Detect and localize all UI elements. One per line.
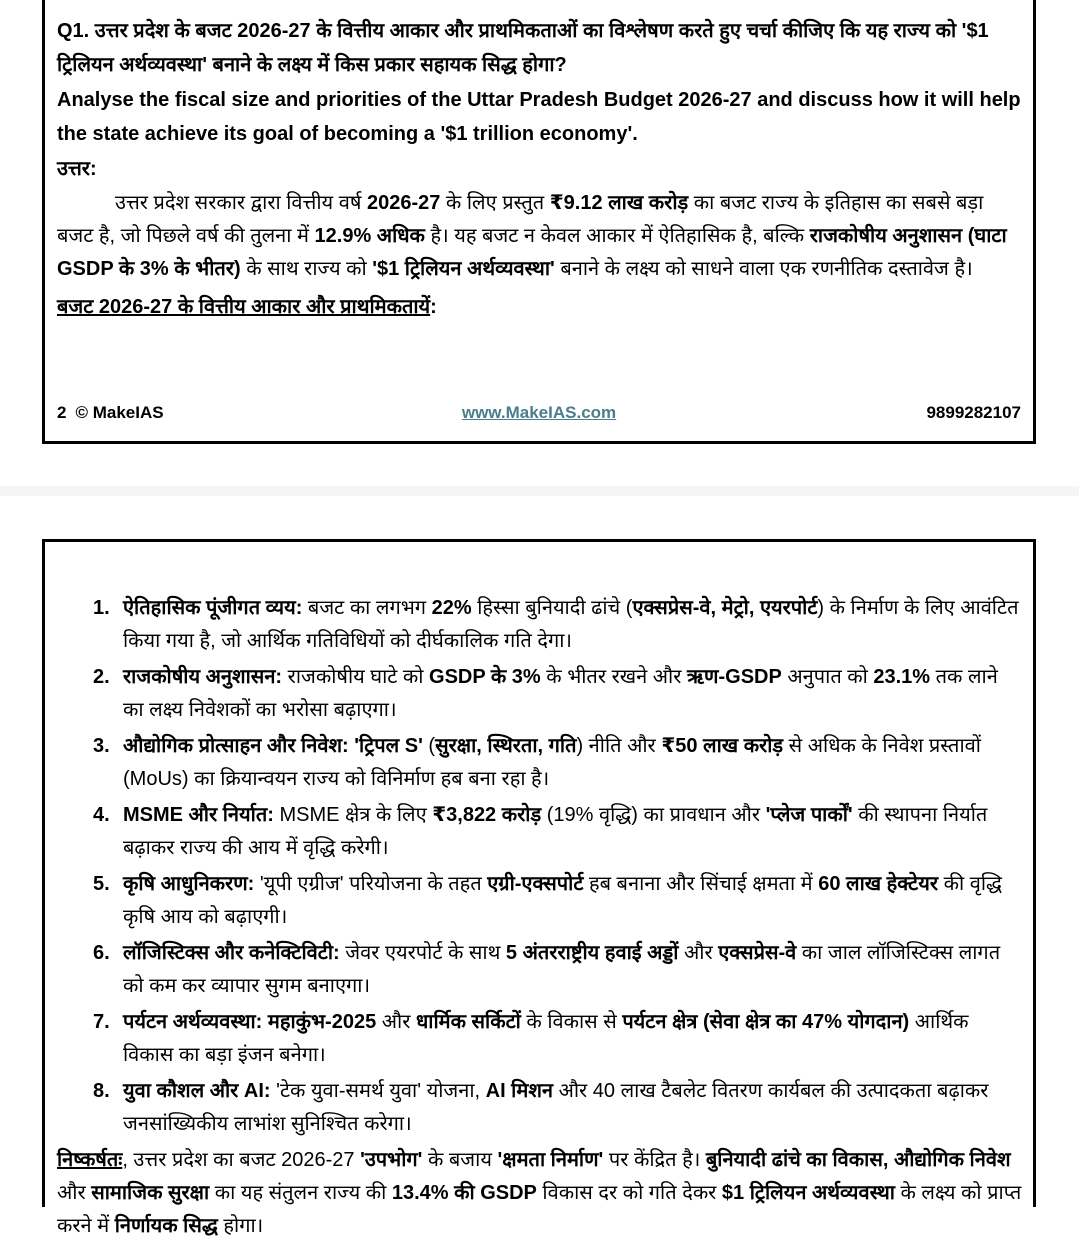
list-item-number: 7.: [93, 1011, 110, 1033]
list-item-number: 2.: [93, 666, 110, 688]
footer-center: [462, 403, 616, 423]
footer-left: [57, 403, 462, 423]
list-item: [57, 1006, 1025, 1072]
answer-intro: उत्तर प्रदेश सरकार द्वारा वित्तीय वर्ष 2026-27 के लिए प्रस्तुत ₹9.12 लाख करोड़ का बजट राज्य के इतिहास का सबसे बड़ा बजट है, जो पिछले वर्ष की तुलना में 12.9% अधिक है। यह बजट न केवल आकार में ऐतिहासिक है, बल्कि राजकोषीय अनुशासन (घाटा GSDP के 3% के भीतर) के साथ राज्य को '$1 ट्रिलियन अर्थव्यवस्था' बनाने के लक्ष्य को साधने वाला एक रणनीतिक दस्तावेज है।: [57, 192, 1007, 280]
list-item-text: औद्योगिक प्रोत्साहन और निवेश: 'ट्रिपल S' (सुरक्षा, स्थिरता, गति) नीति और ₹50 लाख करोड़ से अधिक के निवेश प्रस्तावों (MoUs) का क्रियान्वयन राज्य को विनिर्माण हब बना रहा है।: [123, 735, 981, 790]
list-item-text: MSME और निर्यात: MSME क्षेत्र के लिए ₹3,822 करोड़ (19% वृद्धि) का प्रावधान और 'प्लेज पार्कों' की स्थापना निर्यात बढ़ाकर राज्य की आय में वृद्धि करेगी।: [123, 804, 988, 859]
page-1: [42, 0, 1036, 444]
page-2: [42, 539, 1036, 1237]
list-item-number: 6.: [93, 942, 110, 964]
footer-page-number: 2: [57, 403, 67, 422]
priorities-list: [57, 592, 1025, 1141]
list-item: [57, 1075, 1025, 1141]
list-item-number: 5.: [93, 873, 110, 895]
section-heading-colon: :: [430, 296, 437, 318]
footer-website-link[interactable]: www.MakeIAS.com: [461, 403, 617, 422]
answer-label: उत्तर:: [57, 158, 97, 180]
list-item: [57, 661, 1025, 727]
list-item-number: 1.: [93, 597, 110, 619]
footer-phone: 9899282107: [926, 403, 1021, 422]
question-english: Analyse the fiscal size and priorities of the Uttar Pradesh Budget 2026-27 and discuss how it will help the state achieve its goal of becoming a '$1 trillion economy'.: [57, 89, 1021, 145]
question-hindi: Q1. उत्तर प्रदेश के बजट 2026-27 के वित्तीय आकार और प्राथमिकताओं का विश्लेषण करते हुए चर्चा कीजिए कि यह राज्य को '$1 ट्रिलियन अर्थव्यवस्था' बनाने के लक्ष्य में किस प्रकार सहायक सिद्ध होगा?: [57, 20, 989, 76]
list-item-text: राजकोषीय अनुशासन: राजकोषीय घाटे को GSDP के 3% के भीतर रखने और ऋण-GSDP अनुपात को 23.1% तक लाने का लक्ष्य निवेशकों का भरोसा बढ़ाएगा।: [123, 666, 998, 721]
list-item-text: ऐतिहासिक पूंजीगत व्यय: बजट का लगभग 22% हिस्सा बुनियादी ढांचे (एक्सप्रेस-वे, मेट्रो, एयरपोर्ट) के निर्माण के लिए आवंटित किया गया है, जो आर्थिक गतिविधियों को दीर्घकालिक गति देगा।: [123, 597, 1019, 652]
section-heading: [57, 290, 1021, 324]
page-footer: [57, 403, 1021, 423]
list-item-text: लॉजिस्टिक्स और कनेक्टिविटी: जेवर एयरपोर्ट के साथ 5 अंतरराष्ट्रीय हवाई अड्डों और एक्सप्रेस-वे का जाल लॉजिस्टिक्स लागत को कम कर व्यापार सुगम बनाएगा।: [123, 942, 1001, 997]
list-item: [57, 799, 1025, 865]
list-item-number: 8.: [93, 1080, 110, 1102]
conclusion-paragraph: निष्कर्षतः, उत्तर प्रदेश का बजट 2026-27 'उपभोग' के बजाय 'क्षमता निर्माण' पर केंद्रित है। बुनियादी ढांचे का विकास, औद्योगिक निवेश और सामाजिक सुरक्षा का यह संतुलन राज्य की 13.4% की GSDP विकास दर को गति देकर $1 ट्रिलियन अर्थव्यवस्था के लक्ष्य को प्राप्त करने में निर्णायक सिद्ध होगा।: [57, 1149, 1022, 1237]
list-item-number: 3.: [93, 735, 110, 757]
page-gap: [0, 486, 1079, 496]
list-item: [57, 730, 1025, 796]
list-item: [57, 592, 1025, 658]
footer-copyright: © MakeIAS: [75, 403, 164, 422]
list-item: [57, 868, 1025, 934]
list-item-text: कृषि आधुनिकरण: 'यूपी एग्रीज' परियोजना के तहत एग्री-एक्सपोर्ट हब बनाना और सिंचाई क्षमता में 60 लाख हेक्टेयर की वृद्धि कृषि आय को बढ़ाएगी।: [123, 873, 1002, 928]
section-heading-text: बजट 2026-27 के वित्तीय आकार और प्राथमिकतायें: [57, 296, 431, 318]
list-item-text: पर्यटन अर्थव्यवस्था: महाकुंभ-2025 और धार्मिक सर्किटों के विकास से पर्यटन क्षेत्र (सेवा क्षेत्र का 47% योगदान) आर्थिक विकास का बड़ा इंजन बनेगा।: [123, 1011, 969, 1066]
list-item-number: 4.: [93, 804, 110, 826]
list-item-text: युवा कौशल और AI: 'टेक युवा-समर्थ युवा' योजना, AI मिशन और 40 लाख टैबलेट वितरण कार्यबल की उत्पादकता बढ़ाकर जनसांख्यिकीय लाभांश सुनिश्चित करेगा।: [123, 1080, 989, 1135]
list-item: [57, 937, 1025, 1003]
